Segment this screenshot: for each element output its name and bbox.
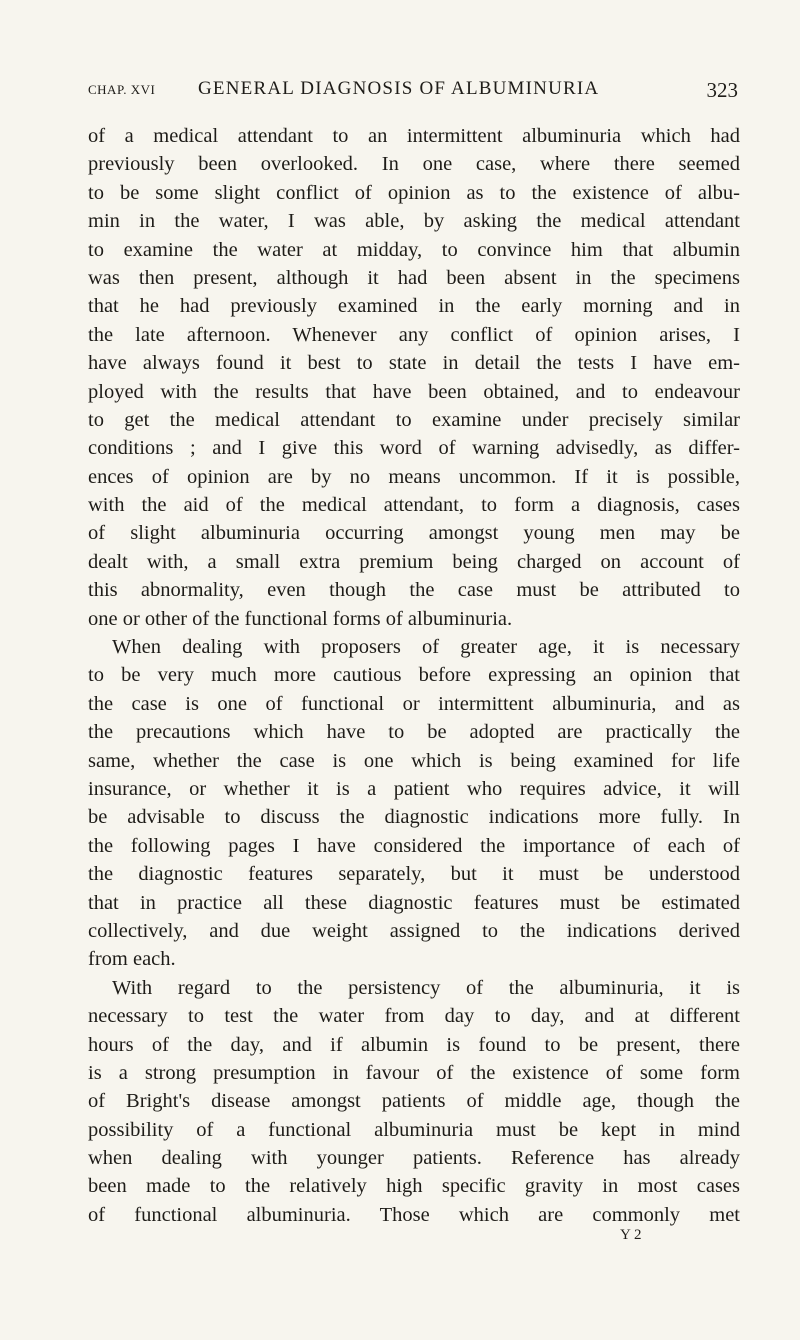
text-line: the diagnostic features separately, but it must be understood: [88, 863, 740, 886]
text-line: conditions ; and I give this word of warning advisedly, as differ-: [88, 437, 740, 460]
text-line: hours of the day, and if albumin is found to be present, there: [88, 1033, 740, 1056]
body-text: [88, 122, 740, 1229]
text-line: necessary to test the water from day to day, and at different: [88, 1005, 740, 1028]
text-line: of a medical attendant to an intermittent albuminuria which had: [88, 125, 740, 147]
text-line: of Bright's disease amongst patients of middle age, though the: [88, 1090, 740, 1113]
text-line: previously been overlooked. In one case, where there seemed: [88, 153, 740, 176]
text-line: ences of opinion are by no means uncommon. If it is possible,: [88, 465, 740, 488]
text-line: this abnormality, even though the case must be attributed to: [88, 579, 740, 602]
page-number: 323: [706, 78, 738, 102]
text-line: to be very much more cautious before expressing an opinion that: [88, 664, 740, 687]
text-line: insurance, or whether it is a patient who requires advice, it will: [88, 777, 740, 800]
text-line: been made to the relatively high specific gravity in most cases: [88, 1175, 740, 1198]
text-line: to get the medical attendant to examine under precisely similar: [88, 408, 740, 431]
text-line: of slight albuminuria occurring amongst young men may be: [88, 522, 740, 545]
text-line: was then present, although it had been absent in the specimens: [88, 266, 740, 289]
text-line: the precautions which have to be adopted are practically the: [88, 721, 740, 744]
running-title: GENERAL DIAGNOSIS OF ALBUMINURIA: [198, 78, 600, 99]
text-line: min in the water, I was able, by asking the medical attendant: [88, 210, 740, 233]
text-line: dealt with, a small extra premium being charged on account of: [88, 550, 740, 573]
text-line: to be some slight conflict of opinion as to the existence of albu-: [88, 181, 740, 204]
text-line: to examine the water at midday, to convince him that albumin: [88, 238, 740, 261]
text-line: the following pages I have considered the importance of each of: [88, 834, 740, 857]
text-line: that in practice all these diagnostic features must be estimated: [88, 891, 740, 914]
text-line: be advisable to discuss the diagnostic indications more fully. In: [88, 806, 740, 829]
text-line: With regard to the persistency of the albuminuria, it is: [112, 976, 740, 999]
text-line: of functional albuminuria. Those which are commonly met: [88, 1203, 740, 1226]
text-line: the late afternoon. Whenever any conflict of opinion arises, I: [88, 323, 740, 346]
text-line: collectively, and due weight assigned to the indications derived: [88, 919, 740, 942]
text-line: possibility of a functional albuminuria must be kept in mind: [88, 1118, 740, 1141]
text-line: have always found it best to state in detail the tests I have em-: [88, 352, 740, 375]
signature-mark: Y 2: [620, 1227, 642, 1243]
text-line: is a strong presumption in favour of the existence of some form: [88, 1061, 740, 1084]
text-line: that he had previously examined in the early morning and in: [88, 295, 740, 318]
text-line: ployed with the results that have been obtained, and to endeavour: [88, 380, 740, 403]
text-line: the case is one of functional or intermittent albuminuria, and as: [88, 692, 740, 715]
text-line: from each.: [88, 948, 176, 971]
text-line: with the aid of the medical attendant, to form a diagnosis, cases: [88, 494, 740, 517]
text-line: When dealing with proposers of greater age, it is necessary: [112, 636, 740, 659]
text-line: when dealing with younger patients. Reference has already: [88, 1147, 740, 1170]
text-line: one or other of the functional forms of albuminuria.: [88, 607, 513, 630]
running-head: [88, 78, 738, 102]
text-line: same, whether the case is one which is being examined for life: [88, 749, 740, 772]
chapter-label: CHAP. XVI: [88, 82, 156, 97]
